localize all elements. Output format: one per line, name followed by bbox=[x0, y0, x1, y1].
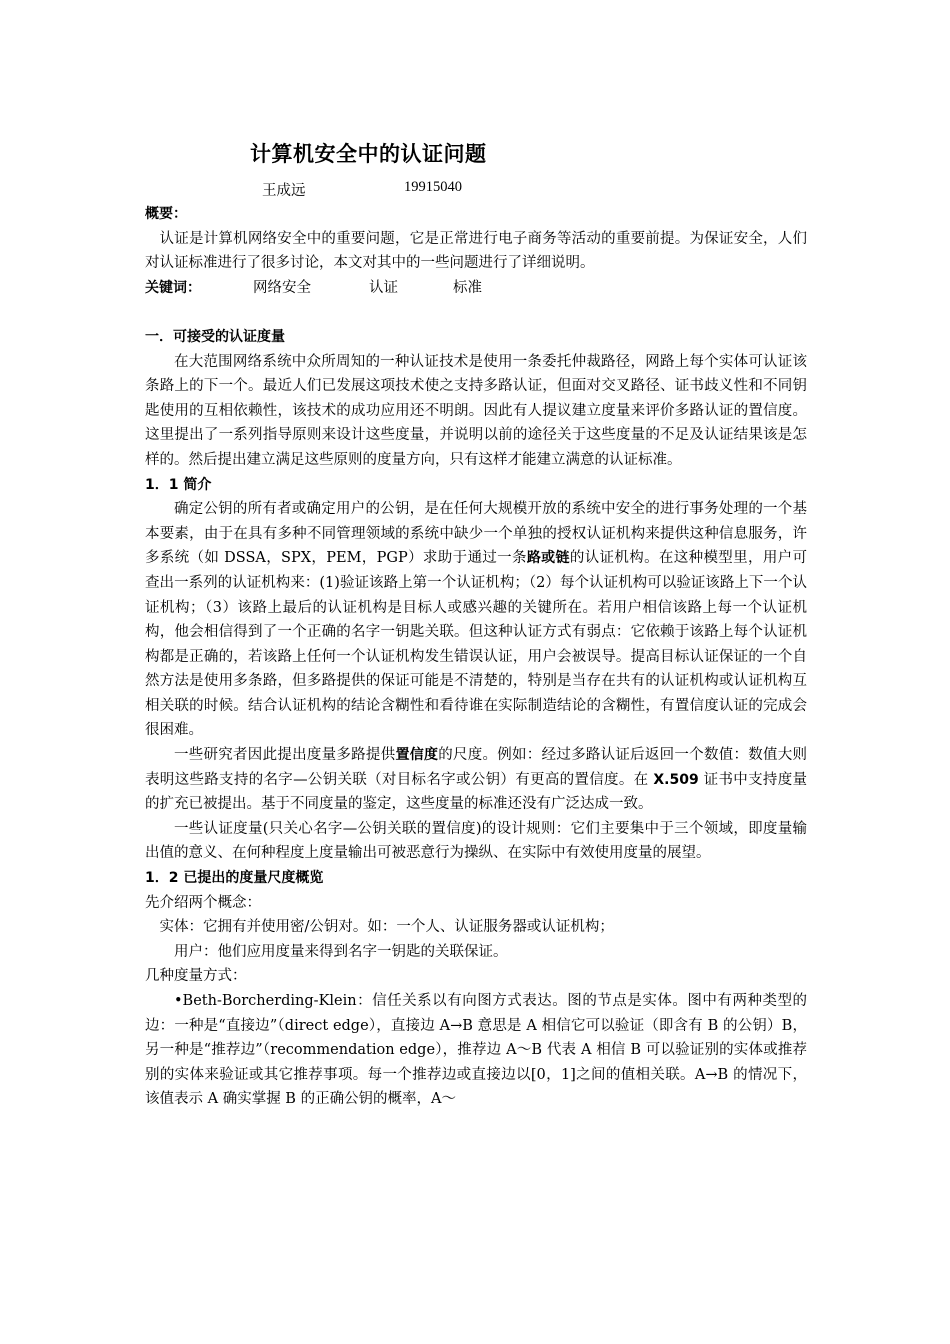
text-run: 一些研究者因此提出度量多路提供 bbox=[174, 747, 396, 764]
abstract-text: 认证是计算机网络安全中的重要问题，它是正常进行电子商务等活动的重要前提。为保证安全，人们对认证标准进行了很多讨论，本文对其中的一些问题进行了详细说明。 bbox=[145, 230, 807, 272]
keyword-item: 认证 bbox=[369, 279, 398, 296]
text-run: 证书中支持度量的扩充已被提出。基于不同度量的鉴定，这些度量的标准还没有广泛达成一致。 bbox=[145, 771, 807, 813]
author-name: 王成远 bbox=[262, 183, 306, 199]
text-run: 确定公钥的所有者或确定用户的公钥，是在任何大规模开放的系统中安全的进行事务处理的一个基本要素，由于在具有多种不同管理领域的系统中缺少一个单独的授权认证机构来提供这种信息服务，许多系统（如 DSSA，SPX，PEM，PGP）求助于通过一条 bbox=[145, 501, 807, 567]
section-1-paragraph: 在大范围网络系统中众所周知的一种认证技术是使用一条委托仲裁路径，网路上每个实体可认证该条路上的下一个。最近人们已发展这项技术使之支持多路认证，但面对交叉路径、证书歧义性和不同钥匙使用的互相依赖性，该技术的成功应用还不明朗。因此有人提议建立度量来评价多路认证的置信度。这里提出了一系列指导原则来设计这些度量，并说明以前的途径关于这些度量的不足及认证结果该是怎样的。然后提出建立满足这些原则的度量方向，只有这样才能建立满意的认证标准。 bbox=[145, 353, 807, 468]
bold-term: X.509 bbox=[653, 771, 699, 788]
document-title: 计算机安全中的认证问题 bbox=[250, 142, 487, 166]
concept-entity: 实体：它拥有并使用密/公钥对。如：一个人、认证服务器或认证机构； bbox=[159, 919, 614, 936]
section-1-heading: 一．可接受的认证度量 bbox=[145, 328, 285, 345]
section-1-1-heading: 1．1 简介 bbox=[145, 476, 212, 493]
concepts-intro: 先介绍两个概念： bbox=[145, 894, 261, 911]
keywords-label: 关键词： bbox=[145, 279, 201, 296]
keyword-item: 网络安全 bbox=[253, 279, 311, 296]
section-1-1-paragraph-2 bbox=[145, 743, 807, 817]
keywords-row bbox=[145, 276, 807, 301]
student-id: 19915040 bbox=[404, 179, 462, 195]
keyword-item: 标准 bbox=[453, 279, 482, 296]
concept-user: 用户：他们应用度量来得到名字一钥匙的关联保证。 bbox=[174, 943, 508, 960]
metric-ways-intro: 几种度量方式： bbox=[145, 968, 247, 985]
abstract-label: 概要： bbox=[145, 206, 187, 222]
section-1-2-heading: 1．2 已提出的度量尺度概览 bbox=[145, 870, 324, 887]
metric-bbk-paragraph: •Beth-Borcherding-Klein：信任关系以有向图方式表达。图的节点是实体。图中有两种类型的边：一种是“直接边”（direct edge），直接边 A→B 意思是 A 相信它可以验证（即含有 B 的公钥）B，另一种是“推荐边”（recommendation edge），推荐边 A～B 代表 A 相信 B 可以验证别的实体或推荐别的实体来验证或其它推荐事项。每一个推荐边或直接边以[0，1]之间的值相关联。A→B 的情况下，该值表示 A 确实掌握 B 的正确公钥的概率，A～ bbox=[145, 993, 807, 1108]
bold-term: 置信度 bbox=[395, 747, 439, 764]
text-run: 的认证机构。在这种模型里，用户可查出一系列的认证机构来：(1)验证该路上第一个认证机构；（2）每个认证机构可以验证该路上下一个认证机构；（3）该路上最后的认证机构是目标人或感兴趣的关键所在。若用户相信该路上每一个认证机构，他会相信得到了一个正确的名字一钥匙关联。但这种认证方式有弱点：它依赖于该路上每个认证机构都是正确的，若该路上任何一个认证机构发生错误认证，用户会被误导。提高目标认证保证的一个自然方法是使用多条路，但多路提供的保证可能是不清楚的，特别是当存在共有的认证机构或认证机构互相关联的时候。结合认证机构的结论含糊性和看待谁在实际制造结论的含糊性，有置信度认证的完成会很困难。 bbox=[145, 550, 808, 739]
section-1-1-paragraph-3: 一些认证度量(只关心名字—公钥关联的置信度)的设计规则：它们主要集中于三个领域，即度量输出值的意义、在何种程度上度量输出可被恶意行为操纵、在实际中有效使用度量的展望。 bbox=[145, 820, 807, 862]
bold-term: 路或链 bbox=[526, 550, 570, 567]
text-run: 的尺度。例如：经过多路认证后返回一个数值：数值大则表明这些路支持的名字—公钥关联（对目标名字或公钥）有更高的置信度。在 bbox=[145, 747, 808, 788]
section-1-1-paragraph-1 bbox=[145, 497, 807, 743]
document-body bbox=[145, 202, 807, 1112]
